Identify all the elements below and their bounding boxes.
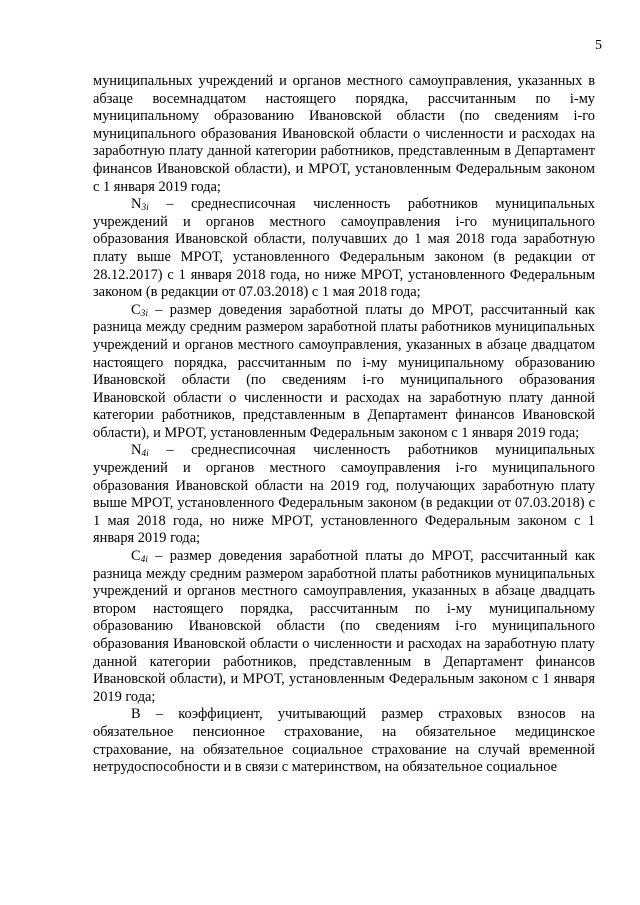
paragraph-text: – размер доведения заработной платы до МРОТ, рассчитанный как разница между средним размером заработной платы работников муниципальных учреждений и органов местного самоуправления, указанных в абзаце двадцать втором настоящего порядка, рассчитанным по i-му муниципальному образованию Ивановской области (по сведениям i-го муниципального образования Ивановской области о численности и расходах на заработную плату данной категории работников, представленным в Департамент финансов Ивановской области), и МРОТ, установленным Федеральным законом с 1 января 2019 года; (93, 548, 595, 705)
variable-subscript: 4i (141, 449, 149, 460)
variable-subscript: 3i (141, 203, 149, 214)
variable-symbol: N (131, 196, 142, 213)
paragraph-definition-c4i (93, 548, 595, 706)
paragraph-definition-n4i (93, 442, 595, 548)
variable-subscript: 4i (140, 555, 148, 566)
paragraph-text: – коэффициент, учитывающий размер страховых взносов на обязательное пенсионное страхование, на обязательное медицинское страхование, на обязательное социальное страхование на случай временной нетрудоспособности и в связи с материнством, на обязательное социальное (93, 706, 595, 776)
paragraph-text: – размер доведения заработной платы до МРОТ, рассчитанный как разница между средним размером заработной платы работников муниципальных учреждений и органов местного самоуправления, указанных в абзаце двадцатом настоящего порядка, рассчитанным по i-му муниципальному образованию Ивановской области (по сведениям i-го муниципального образования Ивановской области о численности и расходах на заработную плату данной категории работников, представленным в Департамент финансов Ивановской области), и МРОТ, установленным Федеральным законом с 1 января 2019 года; (93, 301, 595, 441)
paragraph-definition-c3i (93, 302, 595, 443)
variable-symbol: C (131, 548, 141, 565)
document-body (93, 73, 595, 777)
paragraph-text: – среднесписочная численность работников муниципальных учреждений и органов местного самоуправления i-го муниципального образования Ивановской области на 2019 год, получающих заработную плату выше МРОТ, установленного Федеральным законом (в редакции от 07.03.2018) с 1 мая 2018 года, но ниже МРОТ, установленного Федеральным законом с 1 января 2019 года; (93, 442, 595, 547)
variable-symbol: N (131, 442, 142, 459)
paragraph-text: муниципальных учреждений и органов местного самоуправления, указанных в абзаце восемнадцатом настоящего порядка, рассчитанным по i-му муниципальному образованию Ивановской области (по сведениям i-го муниципального образования Ивановской области о численности и расходах на заработную плату данной категории работников, представленным в Департамент финансов Ивановской области), и МРОТ, установленным Федеральным законом с 1 января 2019 года; (93, 73, 595, 195)
variable-subscript: 3i (140, 308, 148, 319)
page-number: 5 (595, 38, 602, 53)
paragraph-text: – среднесписочная численность работников муниципальных учреждений и органов местного самоуправления i-го муниципального образования Ивановской области, получавших до 1 мая 2018 года заработную плату выше МРОТ, установленного Федеральным законом (в редакции от 28.12.2017) с 1 января 2018 года, но ниже МРОТ, установленного Федеральным законом (в редакции от 07.03.2018) с 1 мая 2018 года; (93, 196, 595, 301)
paragraph-definition-b (93, 706, 595, 776)
variable-symbol: C (131, 301, 141, 318)
paragraph-continuation (93, 73, 595, 196)
paragraph-definition-n3i (93, 196, 595, 302)
variable-symbol: В (131, 706, 141, 723)
